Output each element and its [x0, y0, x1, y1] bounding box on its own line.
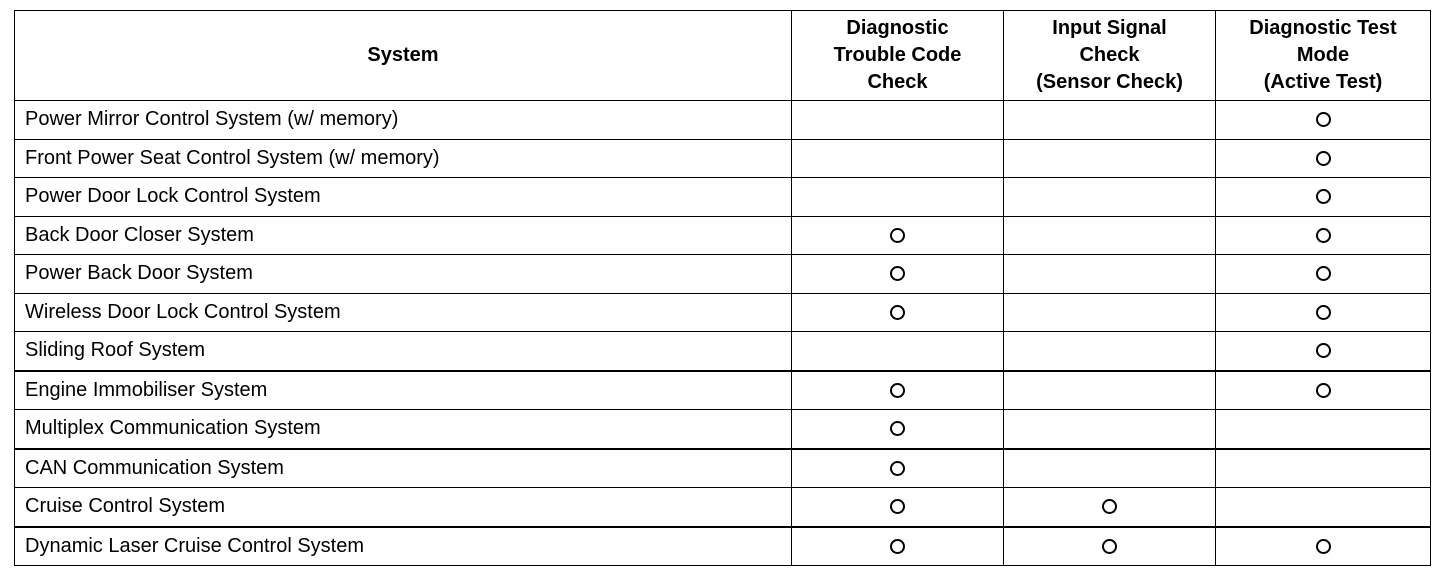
- table-row: [15, 371, 1431, 410]
- dtc-check-cell: [792, 293, 1004, 332]
- table-row: [15, 293, 1431, 332]
- circle-mark-icon: [1316, 539, 1331, 554]
- system-name-cell: Front Power Seat Control System (w/ memory): [15, 139, 792, 178]
- input-signal-check-cell: [1004, 488, 1216, 527]
- header-dtc-check: Diagnostic Trouble Code Check: [792, 11, 1004, 101]
- table-body: [15, 101, 1431, 566]
- system-name-cell: Power Back Door System: [15, 255, 792, 294]
- system-name-cell: Wireless Door Lock Control System: [15, 293, 792, 332]
- system-name-cell: Power Door Lock Control System: [15, 178, 792, 217]
- system-name-cell: Back Door Closer System: [15, 216, 792, 255]
- input-signal-check-cell: [1004, 332, 1216, 371]
- circle-mark-icon: [890, 499, 905, 514]
- system-name-cell: Multiplex Communication System: [15, 410, 792, 449]
- input-signal-check-cell: [1004, 527, 1216, 566]
- circle-mark-icon: [1316, 305, 1331, 320]
- system-name-cell: Sliding Roof System: [15, 332, 792, 371]
- table-row: [15, 255, 1431, 294]
- table-row: [15, 139, 1431, 178]
- table-row: [15, 101, 1431, 140]
- input-signal-check-cell: [1004, 178, 1216, 217]
- table-row: [15, 488, 1431, 527]
- table-row: [15, 332, 1431, 371]
- dtc-check-cell: [792, 255, 1004, 294]
- dtc-check-cell: [792, 410, 1004, 449]
- header-active-test: Diagnostic Test Mode (Active Test): [1216, 11, 1431, 101]
- system-name-cell: Power Mirror Control System (w/ memory): [15, 101, 792, 140]
- dtc-check-cell: [792, 101, 1004, 140]
- circle-mark-icon: [890, 305, 905, 320]
- dtc-check-cell: [792, 139, 1004, 178]
- header-input-signal-check: Input Signal Check (Sensor Check): [1004, 11, 1216, 101]
- table-header-row: [15, 11, 1431, 101]
- circle-mark-icon: [1316, 112, 1331, 127]
- input-signal-check-cell: [1004, 101, 1216, 140]
- dtc-check-cell: [792, 178, 1004, 217]
- diagnostic-function-table: [14, 10, 1431, 566]
- system-name-cell: Dynamic Laser Cruise Control System: [15, 527, 792, 566]
- input-signal-check-cell: [1004, 139, 1216, 178]
- circle-mark-icon: [890, 266, 905, 281]
- circle-mark-icon: [890, 228, 905, 243]
- circle-mark-icon: [1316, 343, 1331, 358]
- system-name-cell: Cruise Control System: [15, 488, 792, 527]
- dtc-check-cell: [792, 216, 1004, 255]
- circle-mark-icon: [1102, 499, 1117, 514]
- active-test-cell: [1216, 332, 1431, 371]
- circle-mark-icon: [890, 461, 905, 476]
- input-signal-check-cell: [1004, 293, 1216, 332]
- circle-mark-icon: [890, 421, 905, 436]
- active-test-cell: [1216, 139, 1431, 178]
- table-row: [15, 216, 1431, 255]
- input-signal-check-cell: [1004, 371, 1216, 410]
- active-test-cell: [1216, 255, 1431, 294]
- active-test-cell: [1216, 449, 1431, 488]
- dtc-check-cell: [792, 332, 1004, 371]
- dtc-check-cell: [792, 527, 1004, 566]
- active-test-cell: [1216, 101, 1431, 140]
- circle-mark-icon: [1316, 151, 1331, 166]
- circle-mark-icon: [1316, 266, 1331, 281]
- active-test-cell: [1216, 488, 1431, 527]
- input-signal-check-cell: [1004, 255, 1216, 294]
- dtc-check-cell: [792, 449, 1004, 488]
- circle-mark-icon: [890, 383, 905, 398]
- circle-mark-icon: [890, 539, 905, 554]
- table-row: [15, 527, 1431, 566]
- system-name-cell: Engine Immobiliser System: [15, 371, 792, 410]
- circle-mark-icon: [1316, 383, 1331, 398]
- active-test-cell: [1216, 527, 1431, 566]
- table-row: [15, 178, 1431, 217]
- header-system: System: [15, 11, 792, 101]
- system-name-cell: CAN Communication System: [15, 449, 792, 488]
- input-signal-check-cell: [1004, 216, 1216, 255]
- dtc-check-cell: [792, 371, 1004, 410]
- active-test-cell: [1216, 293, 1431, 332]
- dtc-check-cell: [792, 488, 1004, 527]
- circle-mark-icon: [1316, 189, 1331, 204]
- circle-mark-icon: [1316, 228, 1331, 243]
- active-test-cell: [1216, 178, 1431, 217]
- active-test-cell: [1216, 410, 1431, 449]
- input-signal-check-cell: [1004, 410, 1216, 449]
- active-test-cell: [1216, 371, 1431, 410]
- table-row: [15, 449, 1431, 488]
- active-test-cell: [1216, 216, 1431, 255]
- input-signal-check-cell: [1004, 449, 1216, 488]
- circle-mark-icon: [1102, 539, 1117, 554]
- table-row: [15, 410, 1431, 449]
